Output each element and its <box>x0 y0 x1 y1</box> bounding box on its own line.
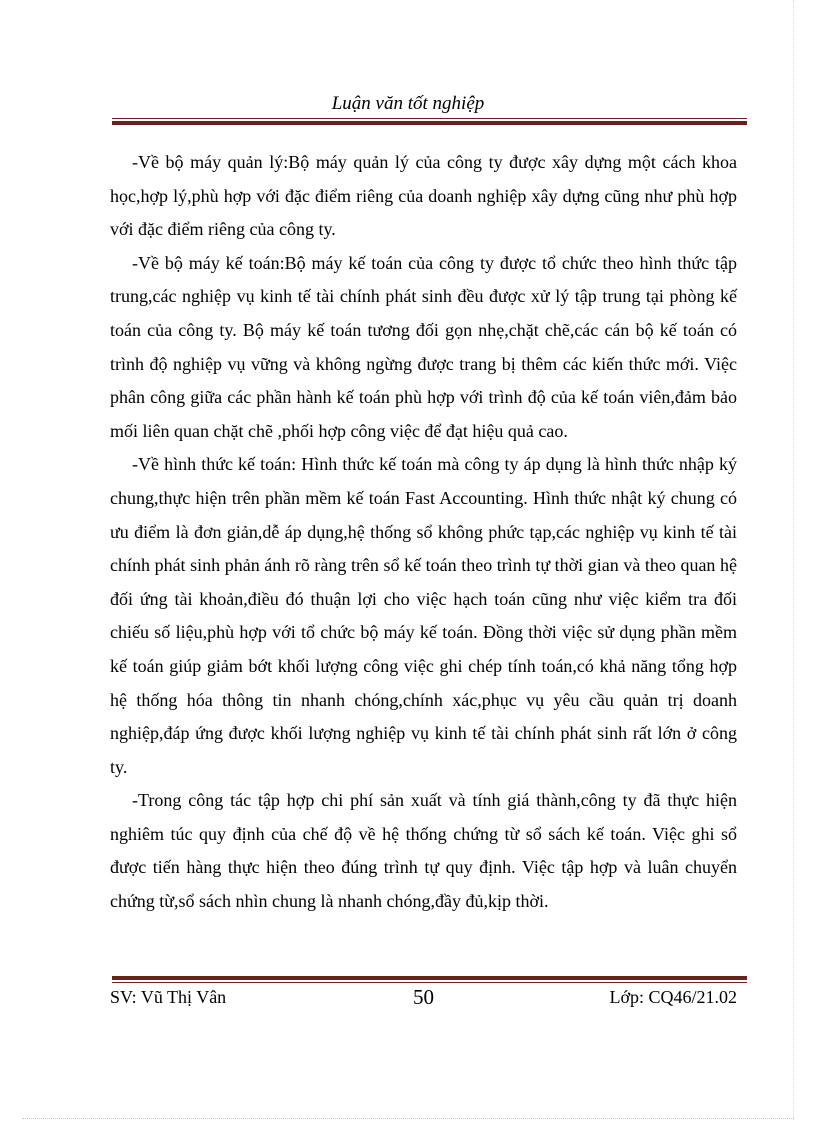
document-body <box>110 146 737 919</box>
page-header-title: Luận văn tốt nghiệp <box>331 93 485 114</box>
page-number: 50 <box>413 985 434 1009</box>
paragraph-cost-aggregation: -Trong công tác tập hợp chi phí sản xuất và tính giá thành,công ty đã thực hiện nghiêm túc quy định của chế độ về hệ thống chứng từ sổ sách kế toán. Việc ghi sổ được tiến hàng thực hiện theo đúng trình tự quy định. Việc tập hợp và luân chuyển chứng từ,sổ sách nhìn chung là nhanh chóng,đầy đủ,kịp thời. <box>110 790 737 912</box>
footer-rule-thick <box>112 976 747 980</box>
page-edge-right <box>793 0 794 1120</box>
header-rule-thick <box>112 121 747 125</box>
paragraph-accounting-form: -Về hình thức kế toán: Hình thức kế toán mà công ty áp dụng là hình thức nhập ký chung,thực hiện trên phần mềm kế toán Fast Accounting. Hình thức nhật ký chung có ưu điểm là đơn giản,dễ áp dụng,hệ thống sổ không phức tạp,các nghiệp vụ kinh tế tài chính phát sinh phản ánh rõ ràng trên sổ kế toán theo trình tự thời gian và theo quan hệ đối ứng tài khoản,điều đó thuận lợi cho việc hạch toán cũng như việc kiểm tra đối chiếu số liệu,phù hợp với tổ chức bộ máy kế toán. Đồng thời việc sử dụng phần mềm kế toán giúp giảm bớt khối lượng công việc ghi chép tính toán,có khả năng tổng hợp hệ thống hóa thông tin nhanh chóng,chính xác,phục vụ yêu cầu quản trị doanh nghiệp,đáp ứng được khối lượng nghiệp vụ kinh tế tài chính phát sinh rất lớn ở công ty. <box>110 454 737 777</box>
page-edge-bottom <box>22 1118 794 1119</box>
footer-rule-thin <box>112 982 747 983</box>
paragraph-management: -Về bộ máy quản lý:Bộ máy quản lý của công ty được xây dựng một cách khoa học,hợp lý,phù hợp với đặc điểm riêng của doanh nghiệp xây dựng cũng như phù hợp với đặc điểm riêng của công ty. <box>110 152 737 240</box>
class-label: Lớp: CQ46/21.02 <box>609 987 737 1007</box>
header-rule-thin <box>112 118 747 119</box>
student-name: SV: Vũ Thị Vân <box>110 987 227 1007</box>
paragraph-accounting-apparatus: -Về bộ máy kế toán:Bộ máy kế toán của công ty được tổ chức theo hình thức tập trung,các nghiệp vụ kinh tế tài chính phát sinh đều được xử lý tập trung tại phòng kế toán của công ty. Bộ máy kế toán tương đối gọn nhẹ,chặt chẽ,các cán bộ kế toán có trình độ nghiệp vụ vững và không ngừng được trang bị thêm các kiến thức mới. Việc phân công giữa các phần hành kế toán phù hợp với trình độ của kế toán viên,đảm bảo mối liên quan chặt chẽ ,phối hợp công việc để đạt hiệu quả cao. <box>110 252 737 441</box>
